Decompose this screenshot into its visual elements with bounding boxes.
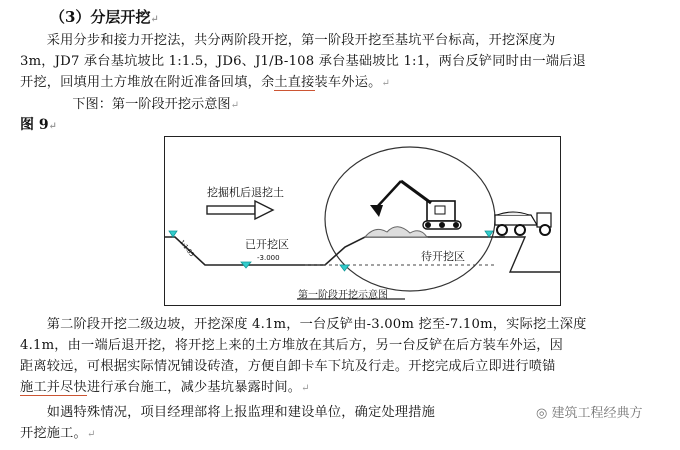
paragraph-1	[20, 30, 670, 94]
watermark-text: 建筑工程经典方	[551, 406, 643, 421]
p2-line-2: 4.1m，由一端后退开挖，将开挖上来的土方堆放在其后方，另一台反铲在后方装车外运，因	[20, 338, 563, 353]
paragraph-mark: ↵	[381, 78, 391, 89]
diagram-label-elevation: -3.000	[257, 254, 280, 262]
direction-arrow-shaft	[207, 206, 255, 214]
excavator-icon	[370, 181, 461, 229]
diagram-drawing	[165, 137, 560, 305]
paragraph-mark: ↵	[301, 383, 310, 394]
p1-line-3c: 装车外运。	[314, 75, 382, 90]
paragraph-mark: ↵	[86, 429, 96, 440]
figure-intro-text: 下图：第一阶段开挖示意图	[46, 97, 231, 112]
p1-line-1: 采用分步和接力开挖法，共分两阶段开挖，第一阶段开挖至基坑平台标高，开挖深度为	[20, 33, 556, 48]
diagram-label-excavator-retreat: 挖掘机后退挖土	[207, 186, 284, 199]
paragraph-mark: ↵	[150, 14, 159, 25]
diagram-label-excavated: 已开挖区	[245, 238, 289, 251]
figure-label	[20, 114, 57, 134]
figure-intro	[46, 93, 239, 112]
diagram-label-slope: 1:1.85	[177, 238, 196, 259]
paragraph-mark: ↵	[230, 100, 240, 111]
direction-arrow-head	[255, 201, 273, 219]
p3-line-1: 如遇特殊情况，项目经理部将上报监理和建设单位，确定处理措施	[20, 405, 436, 420]
dump-truck-icon	[495, 212, 551, 235]
soil-pile	[365, 227, 427, 237]
wechat-icon: ◎	[536, 406, 548, 421]
paragraph-2	[20, 314, 670, 399]
p1-line-3a: 开挖，回填用土方堆放在附近准备回填，余	[20, 75, 275, 90]
excavation-diagram	[164, 136, 561, 306]
p1-underlined-text: 土直接	[274, 75, 315, 90]
diagram-caption: 第一阶段开挖示意图	[298, 290, 388, 301]
right-slope-line	[495, 237, 560, 272]
p1-line-2: 3m，JD7 承台基坑坡比 1:1.5，JD6、J1/B-108 承台基础坡比 1:1，两台反铲同时由一端后退	[20, 54, 586, 69]
figure-label-text: 图 9	[20, 117, 49, 133]
paragraph-mark: ↵	[48, 121, 58, 132]
p2-line-4b: 进行承台施工，减少基坑暴露时间。	[86, 380, 302, 395]
p2-underlined-text: 施工并尽快	[20, 380, 87, 395]
section-heading	[50, 6, 159, 27]
diagram-label-to-excavate: 待开挖区	[421, 250, 465, 263]
p3-line-2: 开挖施工。	[20, 426, 87, 441]
watermark-logo	[536, 402, 643, 421]
excavation-zone-ellipse	[325, 147, 495, 291]
section-heading-text: （3）分层开挖	[50, 8, 151, 26]
p2-line-3: 距离较远，可根据实际情况铺设砖渣，方便自卸卡车下坑及行走。开挖完成后立即进行喷锚	[20, 359, 556, 374]
p2-line-1: 第二阶段开挖二级边坡，开挖深度 4.1m，一台反铲由-3.00m 挖至-7.10m，实际挖土深度	[20, 317, 587, 332]
